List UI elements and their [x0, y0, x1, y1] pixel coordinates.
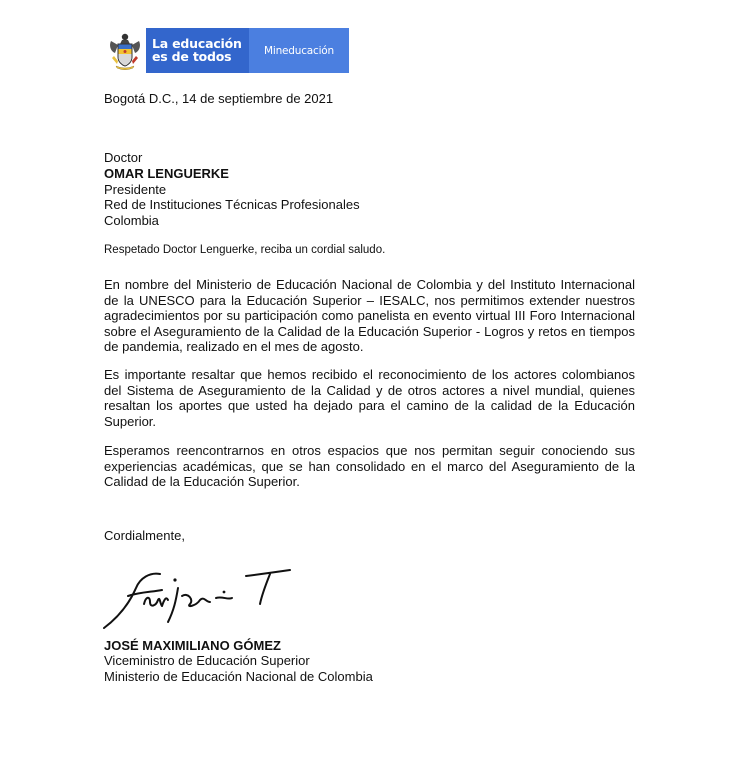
recipient-name: OMAR LENGUERKE — [104, 166, 229, 181]
place-date: Bogotá D.C., 14 de septiembre de 2021 — [104, 91, 334, 106]
body-paragraph-1: En nombre del Ministerio de Educación Nacional de Colombia y del Instituto Internacional de la UNESCO para la Educación Superior – IESALC, nos permitimos extender nuestros agradecimientos por su participación como panelista en evento virtual III Foro Internacional sobre el Aseguramiento de la Calidad de la Educación Superior - Logros y retos en tiempos de pandemia, realizado en el mes de agosto. — [104, 277, 635, 355]
seal-box — [104, 28, 146, 73]
signer-name: JOSÉ MAXIMILIANO GÓMEZ — [104, 638, 281, 653]
recipient-title: Doctor — [104, 150, 143, 165]
ministry-label: Mineducación — [264, 44, 334, 57]
body-paragraph-2: Es importante resaltar que hemos recibido el reconocimiento de los actores colombianos del Sistema de Aseguramiento de la Calidad y de otros actores a nivel mundial, quienes resaltan los aportes que usted ha dejado para el camino de la calidad de la Educación Superior. — [104, 367, 635, 429]
header-banner — [104, 28, 349, 73]
recipient-role: Presidente — [104, 182, 167, 197]
signer-role: Viceministro de Educación Superior — [104, 653, 310, 668]
ministry-box — [249, 28, 349, 73]
slogan-line1: La educación — [152, 36, 242, 51]
slogan-line2: es de todos — [152, 49, 232, 64]
slogan-box — [146, 28, 249, 73]
recipient-organization: Red de Instituciones Técnicas Profesionales — [104, 197, 360, 212]
signer-organization: Ministerio de Educación Nacional de Colombia — [104, 669, 373, 684]
handwritten-signature-icon — [100, 566, 300, 632]
recipient-country: Colombia — [104, 213, 159, 228]
greeting: Respetado Doctor Lenguerke, reciba un cordial saludo. — [104, 244, 386, 256]
closing: Cordialmente, — [104, 528, 185, 543]
colombia-coat-of-arms-icon — [108, 31, 142, 71]
body-paragraph-3: Esperamos reencontrarnos en otros espacios que nos permitan seguir conociendo sus experiencias académicas, que se han consolidado en el marco del Aseguramiento de la Calidad de la Educación Superior. — [104, 443, 635, 490]
